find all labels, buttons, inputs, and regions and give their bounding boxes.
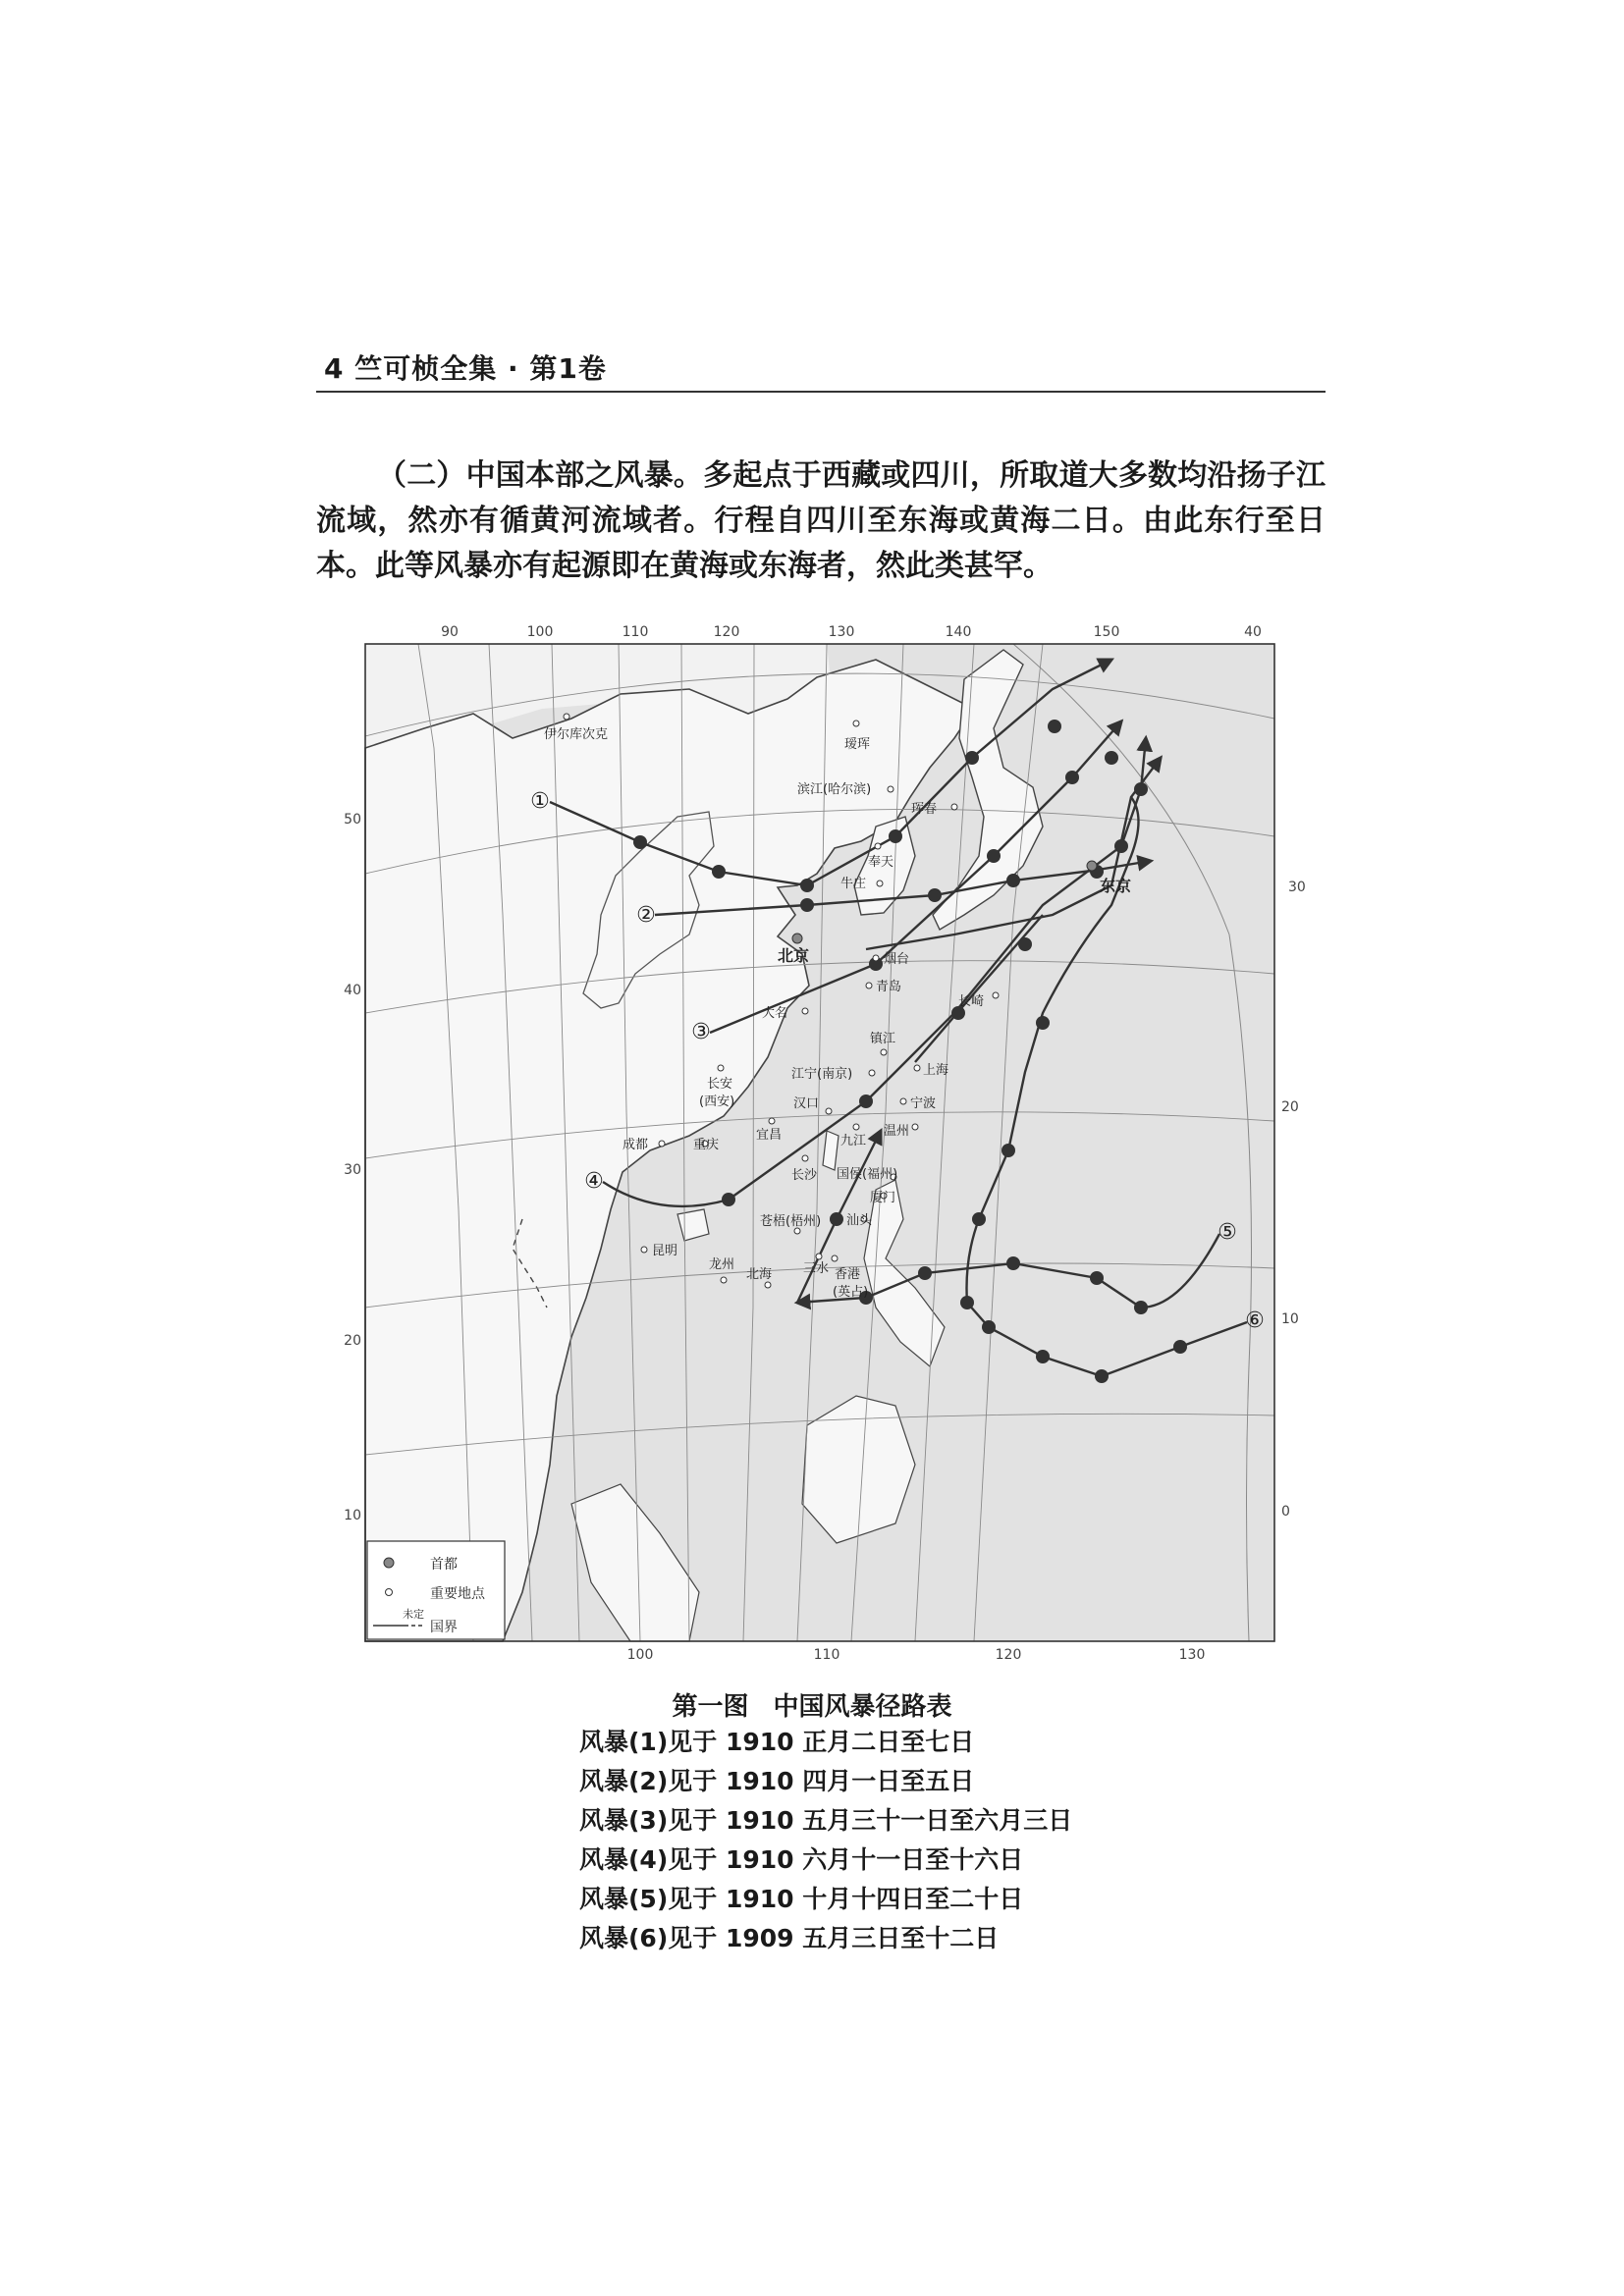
track-label-1: ① bbox=[530, 789, 550, 814]
left-tick: 30 bbox=[344, 1162, 361, 1178]
place-label: 珲春 bbox=[911, 802, 938, 817]
place-label: 东京 bbox=[1100, 877, 1132, 895]
place-label: 牛庄 bbox=[840, 877, 867, 891]
right-tick: 10 bbox=[1281, 1311, 1299, 1327]
place-label: 宜昌 bbox=[756, 1128, 783, 1143]
figure-number: 第一图 bbox=[672, 1692, 749, 1722]
legend-capital: 首都 bbox=[430, 1557, 458, 1573]
place-label: 成都 bbox=[623, 1138, 649, 1152]
place-label: 滨江(哈尔滨) bbox=[797, 782, 872, 797]
left-tick: 10 bbox=[344, 1508, 361, 1523]
map-legend bbox=[367, 1541, 505, 1639]
track-label-2: ② bbox=[636, 903, 656, 928]
track-label-4: ④ bbox=[584, 1169, 604, 1194]
figure-title: 中国风暴径路表 bbox=[773, 1692, 952, 1722]
left-tick: 40 bbox=[344, 983, 361, 998]
body-paragraph: （二）中国本部之风暴。多起点于西藏或四川，所取道大多数均沿扬子江流域，然亦有循黄河流域者。行程自四川至东海或黄海二日。由此东行至日本。此等风暴亦有起源即在黄海或东海者，然此类甚罕。 bbox=[316, 458, 1326, 583]
place-label: 青岛 bbox=[876, 980, 902, 994]
place-label: (西安) bbox=[699, 1095, 735, 1109]
place-label: 汕头 bbox=[846, 1213, 873, 1228]
place-label: (英占) bbox=[833, 1285, 869, 1300]
storm-item: 风暴(5)见于 1910 十月十四日至二十日 bbox=[579, 1885, 1024, 1913]
place-label: 汉口 bbox=[793, 1096, 820, 1111]
body-text bbox=[316, 454, 1326, 589]
place-label: 苍梧(梧州) bbox=[760, 1214, 822, 1229]
place-label: 大名 bbox=[762, 1006, 788, 1021]
place-label: 江宁(南京) bbox=[791, 1067, 853, 1082]
left-tick: 50 bbox=[344, 812, 361, 828]
top-tick: 110 bbox=[622, 624, 649, 640]
bottom-tick: 100 bbox=[626, 1647, 654, 1663]
right-tick: 0 bbox=[1281, 1504, 1290, 1520]
place-label: 长安 bbox=[707, 1077, 733, 1092]
place-label: 北海 bbox=[746, 1267, 773, 1282]
place-label: 九江 bbox=[840, 1134, 867, 1148]
storm-list bbox=[579, 1723, 1072, 1958]
top-tick: 100 bbox=[526, 624, 554, 640]
figure-caption bbox=[0, 1686, 1624, 1723]
top-tick: 90 bbox=[441, 624, 459, 640]
top-tick: 120 bbox=[713, 624, 740, 640]
place-label: 镇江 bbox=[870, 1032, 896, 1046]
track-label-3: ③ bbox=[691, 1020, 711, 1044]
place-label: 宁波 bbox=[910, 1096, 937, 1111]
place-label: 长崎 bbox=[958, 994, 985, 1009]
bottom-tick: 110 bbox=[813, 1647, 840, 1663]
place-label: 国侯(福州) bbox=[837, 1167, 898, 1182]
header-rule bbox=[316, 391, 1326, 393]
storm-item: 风暴(6)见于 1909 五月三日至十二日 bbox=[579, 1924, 1000, 1952]
storm-track-map bbox=[344, 620, 1306, 1663]
track-label-5: ⑤ bbox=[1218, 1220, 1237, 1245]
place-label: 重庆 bbox=[693, 1138, 720, 1152]
running-head-text: 4 竺可桢全集 · 第1卷 bbox=[324, 352, 607, 385]
place-label: 三水 bbox=[803, 1261, 830, 1276]
place-label: 香港 bbox=[835, 1267, 861, 1282]
storm-item: 风暴(2)见于 1910 四月一日至五日 bbox=[579, 1767, 975, 1795]
left-tick: 20 bbox=[344, 1333, 361, 1349]
storm-item: 风暴(4)见于 1910 六月十一日至十六日 bbox=[579, 1845, 1024, 1874]
legend-undetermined: 未定 bbox=[403, 1608, 424, 1621]
running-header bbox=[316, 346, 1326, 395]
place-label: 伊尔库次克 bbox=[544, 727, 609, 742]
top-tick: 140 bbox=[945, 624, 972, 640]
right-tick: 30 bbox=[1288, 880, 1306, 895]
bottom-tick: 120 bbox=[995, 1647, 1022, 1663]
top-tick: 130 bbox=[828, 624, 855, 640]
legend-city: 重要地点 bbox=[430, 1586, 485, 1602]
storm-item: 风暴(1)见于 1910 正月二日至七日 bbox=[579, 1728, 975, 1756]
right-tick: 20 bbox=[1281, 1099, 1299, 1115]
storm-item: 风暴(3)见于 1910 五月三十一日至六月三日 bbox=[579, 1806, 1073, 1835]
place-label: 瑷珲 bbox=[844, 737, 871, 752]
place-label: 厦门 bbox=[870, 1191, 896, 1205]
place-label: 北京 bbox=[778, 946, 810, 965]
map-svg bbox=[344, 620, 1306, 1663]
place-label: 昆明 bbox=[652, 1244, 678, 1258]
bottom-tick: 130 bbox=[1178, 1647, 1206, 1663]
place-label: 上海 bbox=[923, 1063, 949, 1078]
top-tick: 40 bbox=[1244, 624, 1262, 640]
legend-border: 国界 bbox=[430, 1620, 458, 1635]
place-label: 温州 bbox=[884, 1124, 910, 1139]
place-label: 龙州 bbox=[709, 1257, 735, 1272]
place-label: 烟台 bbox=[884, 952, 910, 967]
top-tick: 150 bbox=[1093, 624, 1120, 640]
place-label: 奉天 bbox=[868, 855, 894, 870]
place-label: 长沙 bbox=[791, 1168, 818, 1183]
track-label-6: ⑥ bbox=[1245, 1308, 1265, 1333]
